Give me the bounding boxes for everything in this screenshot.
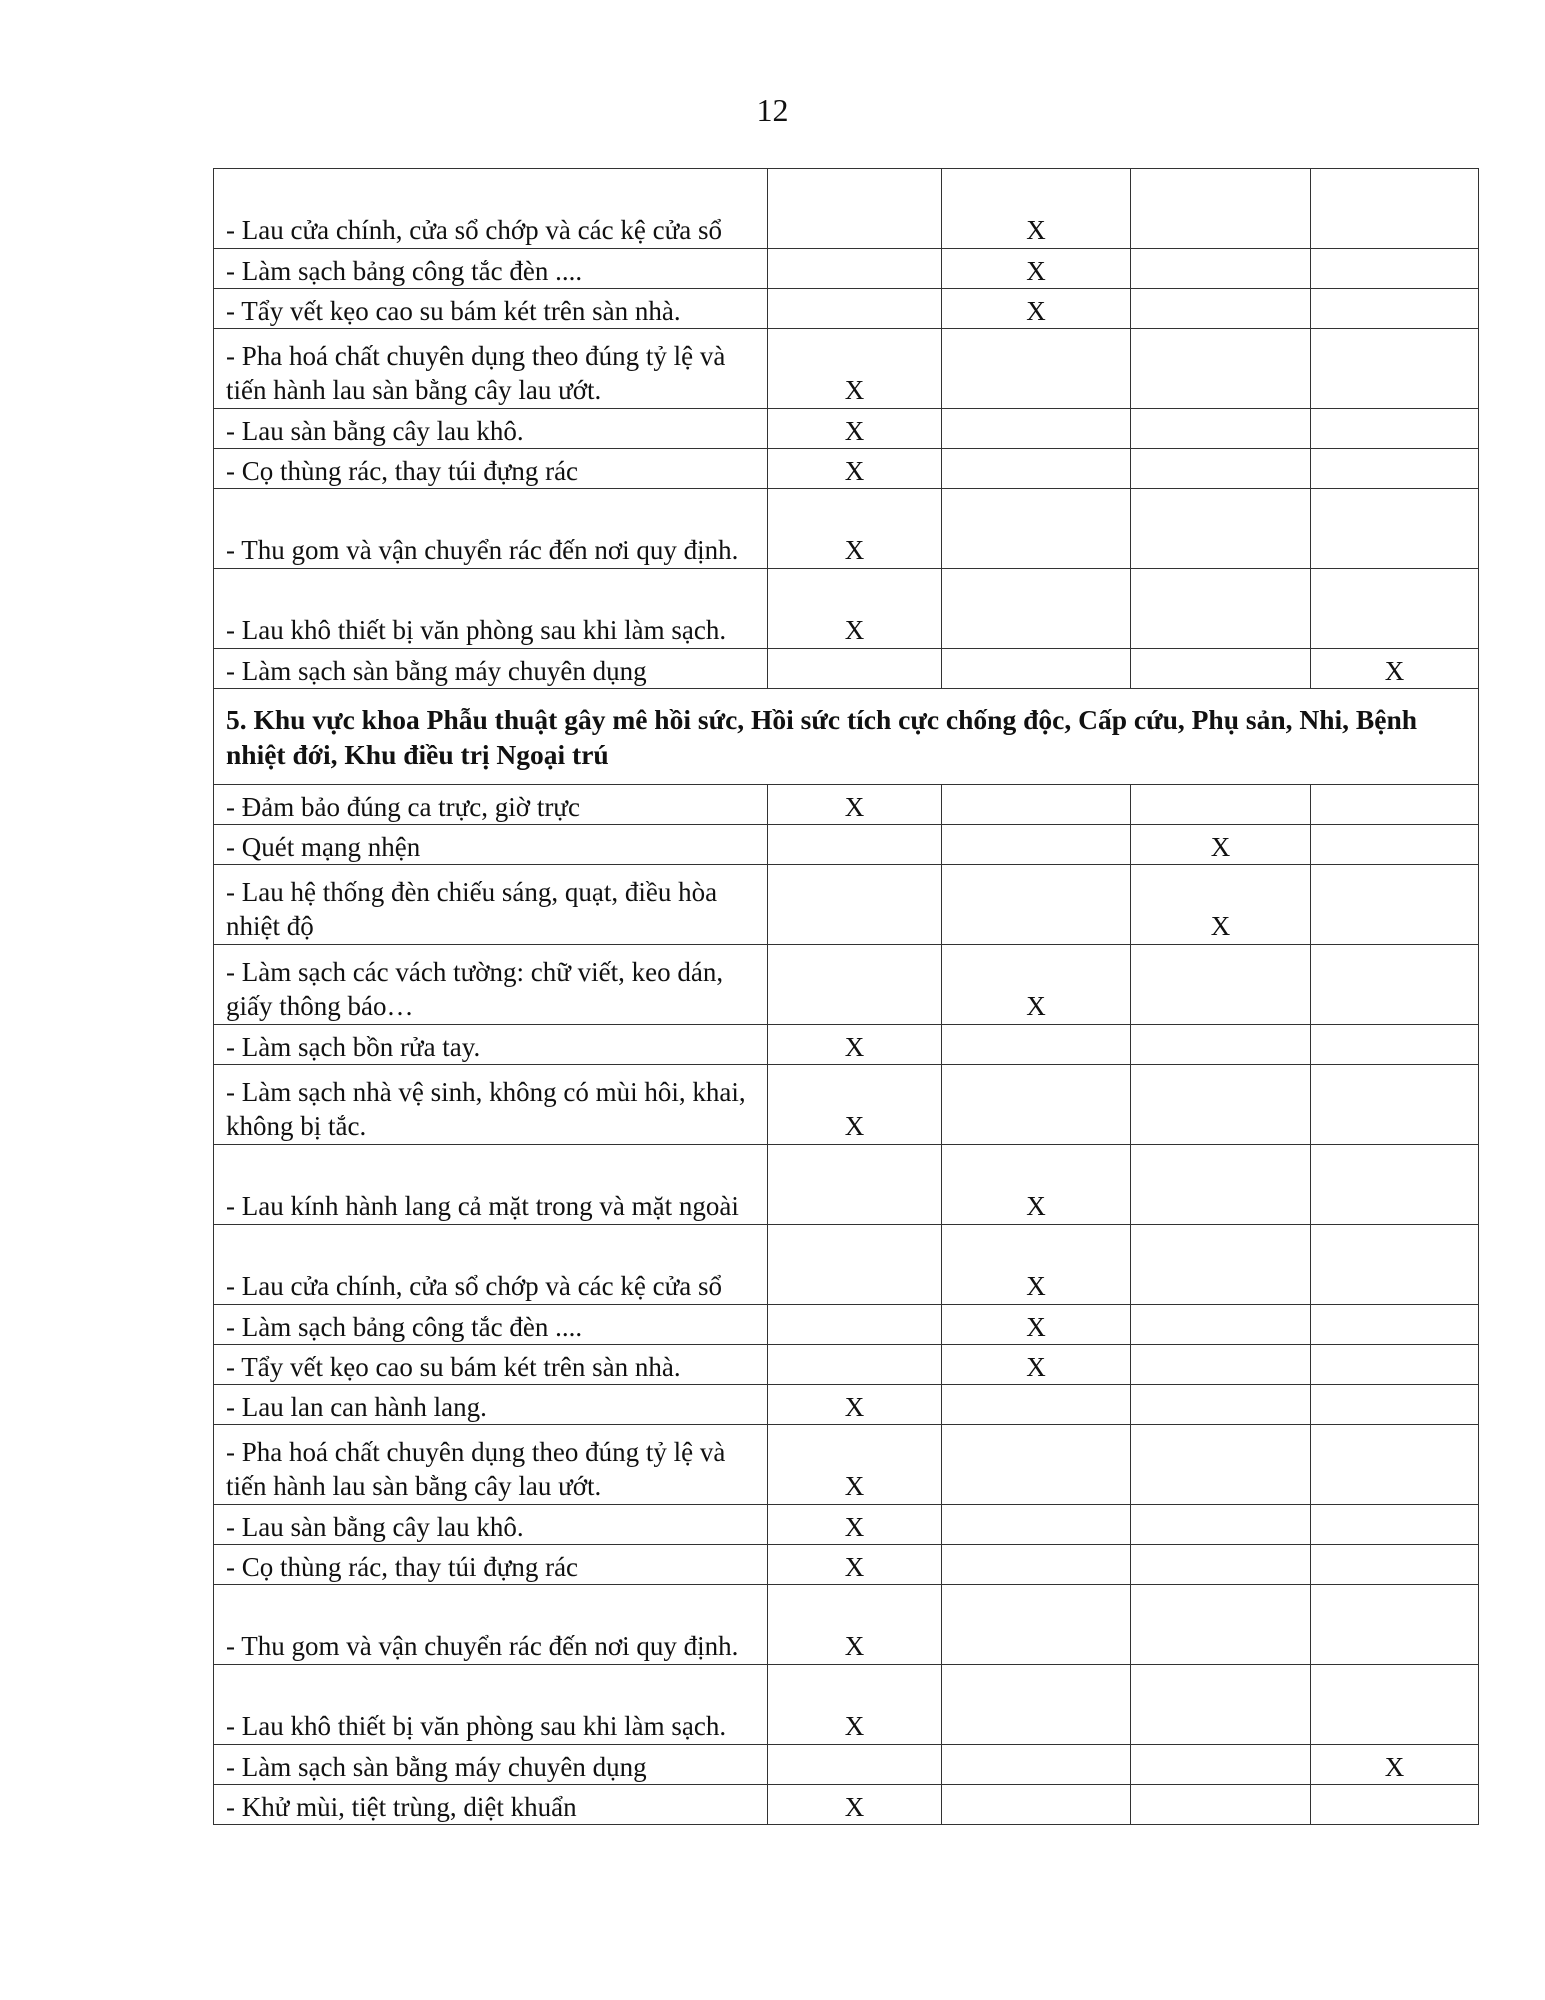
task-description: - Lau kính hành lang cả mặt trong và mặt ngoài: [214, 1145, 768, 1225]
table-row: [214, 1585, 1479, 1665]
task-description: - Làm sạch bảng công tắc đèn ....: [214, 249, 768, 289]
table-row: [214, 1745, 1479, 1785]
table-row: [214, 1505, 1479, 1545]
table-row: [214, 169, 1479, 249]
table-row: [214, 1385, 1479, 1425]
frequency-mark-cell: [768, 289, 942, 329]
frequency-mark-cell: [942, 1745, 1131, 1785]
cleaning-schedule-table: [213, 168, 1479, 1825]
frequency-mark-cell: [1131, 409, 1311, 449]
frequency-mark-cell: [1311, 1385, 1479, 1425]
frequency-mark-cell: [768, 945, 942, 1025]
frequency-mark-cell: [1311, 169, 1479, 249]
frequency-mark-cell: [1311, 569, 1479, 649]
table-row: [214, 1785, 1479, 1825]
table-row: [214, 449, 1479, 489]
frequency-mark-cell: [768, 1745, 942, 1785]
frequency-mark-cell: [942, 785, 1131, 825]
frequency-mark-cell: X: [768, 409, 942, 449]
frequency-mark-cell: X: [768, 1025, 942, 1065]
frequency-mark-cell: [1311, 825, 1479, 865]
frequency-mark-cell: [1131, 785, 1311, 825]
table-row: [214, 329, 1479, 409]
table-row: [214, 1025, 1479, 1065]
frequency-mark-cell: [1311, 1585, 1479, 1665]
frequency-mark-cell: [1131, 449, 1311, 489]
frequency-mark-cell: [1311, 785, 1479, 825]
frequency-mark-cell: [1131, 1305, 1311, 1345]
frequency-mark-cell: [1311, 1505, 1479, 1545]
table-row: [214, 489, 1479, 569]
frequency-mark-cell: [1131, 1385, 1311, 1425]
frequency-mark-cell: [1131, 1545, 1311, 1585]
task-description: - Cọ thùng rác, thay túi đựng rác: [214, 449, 768, 489]
frequency-mark-cell: [768, 1345, 942, 1385]
frequency-mark-cell: [1131, 945, 1311, 1025]
table-row: [214, 945, 1479, 1025]
table-row: [214, 1345, 1479, 1385]
frequency-mark-cell: X: [768, 1545, 942, 1585]
frequency-mark-cell: [1311, 1785, 1479, 1825]
table-row: [214, 249, 1479, 289]
section-header-row: [214, 689, 1479, 785]
frequency-mark-cell: [1131, 1745, 1311, 1785]
frequency-mark-cell: X: [768, 1505, 942, 1545]
frequency-mark-cell: X: [768, 1585, 942, 1665]
task-description: - Lau khô thiết bị văn phòng sau khi làm sạch.: [214, 1665, 768, 1745]
task-description: - Làm sạch các vách tường: chữ viết, keo dán, giấy thông báo…: [214, 945, 768, 1025]
table-row: [214, 649, 1479, 689]
frequency-mark-cell: [1311, 329, 1479, 409]
frequency-mark-cell: [768, 1225, 942, 1305]
frequency-mark-cell: [942, 409, 1131, 449]
frequency-mark-cell: [1131, 1505, 1311, 1545]
frequency-mark-cell: [1311, 249, 1479, 289]
frequency-mark-cell: X: [942, 1225, 1131, 1305]
frequency-mark-cell: [768, 865, 942, 945]
task-description: - Làm sạch sàn bằng máy chuyên dụng: [214, 1745, 768, 1785]
frequency-mark-cell: X: [768, 449, 942, 489]
frequency-mark-cell: [1311, 1065, 1479, 1145]
task-description: - Đảm bảo đúng ca trực, giờ trực: [214, 785, 768, 825]
task-description: - Lau khô thiết bị văn phòng sau khi làm sạch.: [214, 569, 768, 649]
frequency-mark-cell: [1131, 569, 1311, 649]
frequency-mark-cell: [1311, 1145, 1479, 1225]
frequency-mark-cell: [942, 1065, 1131, 1145]
frequency-mark-cell: [768, 169, 942, 249]
frequency-mark-cell: [1311, 1345, 1479, 1385]
table-row: [214, 865, 1479, 945]
frequency-mark-cell: [942, 1785, 1131, 1825]
task-description: - Quét mạng nhện: [214, 825, 768, 865]
frequency-mark-cell: [942, 569, 1131, 649]
frequency-mark-cell: X: [768, 489, 942, 569]
task-description: - Lau hệ thống đèn chiếu sáng, quạt, điều hòa nhiệt độ: [214, 865, 768, 945]
frequency-mark-cell: [1131, 1065, 1311, 1145]
task-description: - Làm sạch sàn bằng máy chuyên dụng: [214, 649, 768, 689]
frequency-mark-cell: X: [768, 785, 942, 825]
task-description: - Làm sạch nhà vệ sinh, không có mùi hôi, khai, không bị tắc.: [214, 1065, 768, 1145]
frequency-mark-cell: [1131, 1425, 1311, 1505]
section-title: 5. Khu vực khoa Phẫu thuật gây mê hồi sức, Hồi sức tích cực chống độc, Cấp cứu, Phụ sản, Nhi, Bệnh nhiệt đới, Khu điều trị Ngoại trú: [214, 689, 1479, 785]
frequency-mark-cell: X: [1131, 825, 1311, 865]
task-description: - Pha hoá chất chuyên dụng theo đúng tỷ lệ và tiến hành lau sàn bằng cây lau ướt.: [214, 329, 768, 409]
frequency-mark-cell: [1311, 1425, 1479, 1505]
frequency-mark-cell: [1311, 1665, 1479, 1745]
frequency-mark-cell: [1311, 1545, 1479, 1585]
frequency-mark-cell: [1131, 289, 1311, 329]
task-description: - Làm sạch bồn rửa tay.: [214, 1025, 768, 1065]
frequency-mark-cell: X: [1311, 649, 1479, 689]
frequency-mark-cell: [942, 1545, 1131, 1585]
task-description: - Cọ thùng rác, thay túi đựng rác: [214, 1545, 768, 1585]
frequency-mark-cell: [1311, 289, 1479, 329]
frequency-mark-cell: [1131, 1225, 1311, 1305]
frequency-mark-cell: [942, 1505, 1131, 1545]
table-row: [214, 1145, 1479, 1225]
frequency-mark-cell: [1131, 1785, 1311, 1825]
frequency-mark-cell: X: [942, 289, 1131, 329]
frequency-mark-cell: X: [768, 569, 942, 649]
frequency-mark-cell: X: [942, 945, 1131, 1025]
task-description: - Thu gom và vận chuyển rác đến nơi quy định.: [214, 489, 768, 569]
table-row: [214, 1065, 1479, 1145]
frequency-mark-cell: [1131, 489, 1311, 569]
task-description: - Tẩy vết kẹo cao su bám két trên sàn nhà.: [214, 289, 768, 329]
frequency-mark-cell: X: [942, 1345, 1131, 1385]
frequency-mark-cell: [942, 329, 1131, 409]
frequency-mark-cell: X: [768, 329, 942, 409]
frequency-mark-cell: [768, 825, 942, 865]
task-description: - Lau cửa chính, cửa sổ chớp và các kệ cửa sổ: [214, 1225, 768, 1305]
frequency-mark-cell: [1311, 1225, 1479, 1305]
page-number: 12: [756, 92, 789, 128]
table-row: [214, 1545, 1479, 1585]
table-row: [214, 1225, 1479, 1305]
task-description: - Thu gom và vận chuyển rác đến nơi quy định.: [214, 1585, 768, 1665]
frequency-mark-cell: [1311, 1305, 1479, 1345]
task-description: - Lau sàn bằng cây lau khô.: [214, 409, 768, 449]
task-description: - Pha hoá chất chuyên dụng theo đúng tỷ lệ và tiến hành lau sàn bằng cây lau ướt.: [214, 1425, 768, 1505]
frequency-mark-cell: [1131, 249, 1311, 289]
frequency-mark-cell: [1311, 449, 1479, 489]
frequency-mark-cell: [1131, 329, 1311, 409]
table-row: [214, 785, 1479, 825]
table-row: [214, 1425, 1479, 1505]
frequency-mark-cell: [942, 489, 1131, 569]
frequency-mark-cell: [1311, 409, 1479, 449]
frequency-mark-cell: X: [942, 1145, 1131, 1225]
task-description: - Lau sàn bằng cây lau khô.: [214, 1505, 768, 1545]
table-row: [214, 409, 1479, 449]
frequency-mark-cell: [1131, 1665, 1311, 1745]
frequency-mark-cell: [1311, 1025, 1479, 1065]
frequency-mark-cell: [942, 825, 1131, 865]
frequency-mark-cell: [942, 1025, 1131, 1065]
frequency-mark-cell: [768, 649, 942, 689]
frequency-mark-cell: X: [1131, 865, 1311, 945]
frequency-mark-cell: [942, 449, 1131, 489]
frequency-mark-cell: [942, 649, 1131, 689]
frequency-mark-cell: [1131, 1345, 1311, 1385]
frequency-mark-cell: [1311, 945, 1479, 1025]
frequency-mark-cell: [942, 1665, 1131, 1745]
frequency-mark-cell: [768, 249, 942, 289]
task-description: - Khử mùi, tiệt trùng, diệt khuẩn: [214, 1785, 768, 1825]
frequency-mark-cell: X: [768, 1385, 942, 1425]
frequency-mark-cell: [1311, 489, 1479, 569]
table-row: [214, 1305, 1479, 1345]
table-row: [214, 1665, 1479, 1745]
table-row: [214, 825, 1479, 865]
frequency-mark-cell: [768, 1145, 942, 1225]
frequency-mark-cell: X: [942, 1305, 1131, 1345]
frequency-mark-cell: [1131, 1145, 1311, 1225]
frequency-mark-cell: X: [942, 169, 1131, 249]
frequency-mark-cell: [942, 1385, 1131, 1425]
frequency-mark-cell: X: [768, 1065, 942, 1145]
table-row: [214, 569, 1479, 649]
frequency-mark-cell: X: [768, 1785, 942, 1825]
frequency-mark-cell: [942, 865, 1131, 945]
frequency-mark-cell: [1131, 1585, 1311, 1665]
frequency-mark-cell: X: [768, 1425, 942, 1505]
frequency-mark-cell: [942, 1585, 1131, 1665]
frequency-mark-cell: [1131, 169, 1311, 249]
frequency-mark-cell: [942, 1425, 1131, 1505]
frequency-mark-cell: X: [1311, 1745, 1479, 1785]
task-description: - Làm sạch bảng công tắc đèn ....: [214, 1305, 768, 1345]
frequency-mark-cell: [1131, 649, 1311, 689]
task-description: - Tẩy vết kẹo cao su bám két trên sàn nhà.: [214, 1345, 768, 1385]
table-body: [214, 169, 1479, 1825]
task-description: - Lau lan can hành lang.: [214, 1385, 768, 1425]
task-description: - Lau cửa chính, cửa sổ chớp và các kệ cửa sổ: [214, 169, 768, 249]
frequency-mark-cell: [1131, 1025, 1311, 1065]
frequency-mark-cell: [1311, 865, 1479, 945]
frequency-mark-cell: X: [768, 1665, 942, 1745]
frequency-mark-cell: X: [942, 249, 1131, 289]
frequency-mark-cell: [768, 1305, 942, 1345]
table-row: [214, 289, 1479, 329]
